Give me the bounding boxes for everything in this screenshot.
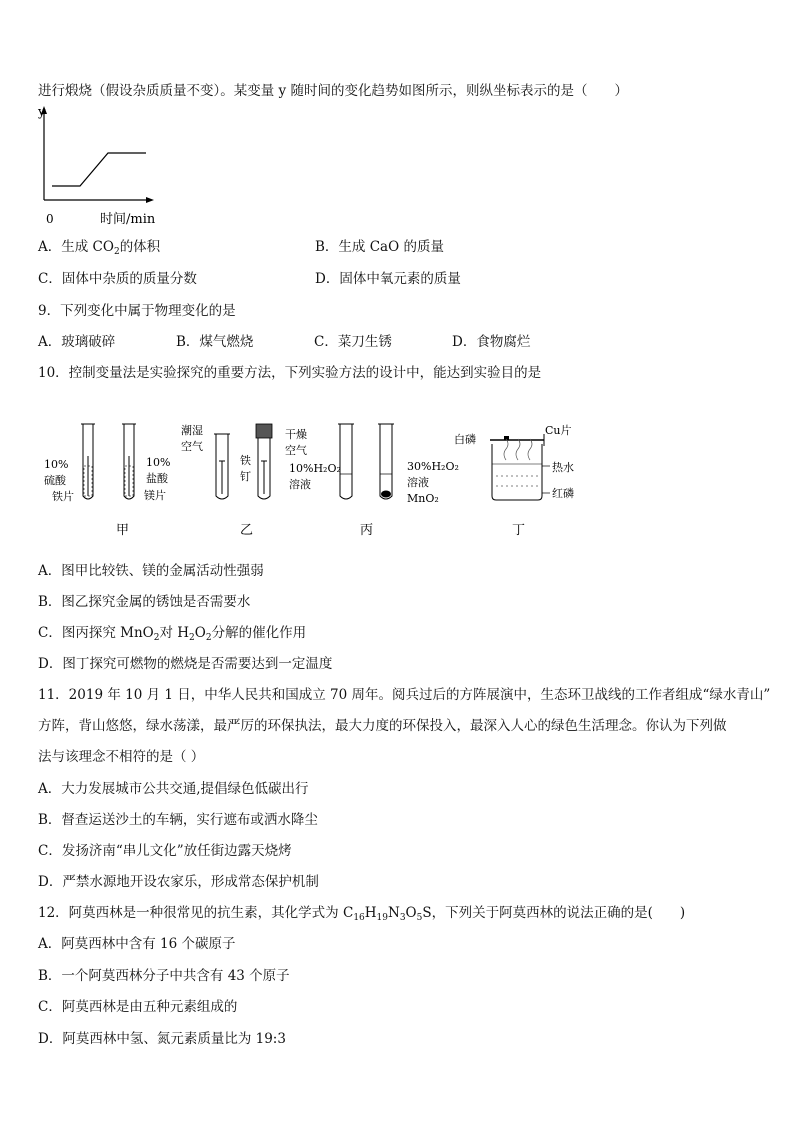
q10-option-a[interactable]: A．图甲比较铁、镁的金属活动性强弱 <box>38 563 264 579</box>
svg-text:30%H₂O₂: 30%H₂O₂ <box>407 460 459 473</box>
figure-ding <box>454 423 574 538</box>
q8-option-b[interactable]: B．生成 CaO 的质量 <box>315 239 444 255</box>
svg-text:潮湿: 潮湿 <box>181 424 203 437</box>
q11-stem-line3: 法与该理念不相符的是（ ） <box>38 749 205 765</box>
svg-text:盐酸: 盐酸 <box>146 472 168 485</box>
svg-text:铁: 铁 <box>240 454 251 467</box>
q12-option-d[interactable]: D．阿莫西林中氢、氮元素质量比为 19:3 <box>38 1031 286 1047</box>
q9-option-a[interactable]: A．玻璃破碎 <box>38 334 116 350</box>
q8-graph <box>30 104 160 230</box>
q11-option-a[interactable]: A．大力发展城市公共交通,提倡绿色低碳出行 <box>38 781 309 797</box>
svg-text:MnO₂: MnO₂ <box>407 492 439 505</box>
q11-stem-line1: 11．2019 年 10 月 1 日，中华人民共和国成立 70 周年。阅兵过后的方阵展演中，生态环卫战线的工作者组成“绿水青山” <box>38 687 771 703</box>
svg-text:溶液: 溶液 <box>289 478 311 491</box>
q8-stem: 进行煅烧（假设杂质质量不变）。某变量 y 随时间的变化趋势如图所示，则纵坐标表示的是（ ） <box>38 83 628 99</box>
caption-bing: 丙 <box>360 523 374 538</box>
svg-text:空气: 空气 <box>285 444 307 457</box>
svg-text:硫酸: 硫酸 <box>44 474 66 487</box>
svg-text:镁片: 镁片 <box>144 489 166 502</box>
q12-option-b[interactable]: B．一个阿莫西林分子中共含有 43 个原子 <box>38 968 290 984</box>
q11-option-d[interactable]: D．严禁水源地开设农家乐，形成常态保护机制 <box>38 874 319 890</box>
q12-stem: 12．阿莫西林是一种很常见的抗生素，其化学式为 $C_{16}H_{19}N_3O_5S$，下列关于阿莫西林的说法正确的是( ) <box>38 905 686 923</box>
q10-option-c[interactable]: C．图丙探究 MnO$_2$对 $H_2O_2$分解的催化作用 <box>38 625 307 643</box>
q8-option-c[interactable]: C．固体中杂质的质量分数 <box>38 271 197 287</box>
svg-text:Cu片: Cu片 <box>545 424 572 437</box>
svg-text:干燥: 干燥 <box>285 428 307 441</box>
svg-text:10%: 10% <box>44 458 69 471</box>
y-label: y <box>38 105 46 120</box>
caption-yi: 乙 <box>240 523 254 538</box>
q9-option-d[interactable]: D．食物腐烂 <box>452 334 531 350</box>
svg-text:热水: 热水 <box>552 461 574 474</box>
svg-text:空气: 空气 <box>181 440 203 453</box>
q9-stem: 9．下列变化中属于物理变化的是 <box>38 303 236 319</box>
q10-option-b[interactable]: B．图乙探究金属的锈蚀是否需要水 <box>38 594 251 610</box>
trend-line <box>52 153 146 186</box>
origin-label: 0 <box>46 212 54 226</box>
x-label: 时间/min <box>100 212 156 227</box>
svg-text:红磷: 红磷 <box>552 487 574 500</box>
q8-option-d[interactable]: D．固体中氧元素的质量 <box>315 271 461 287</box>
q12-option-c[interactable]: C．阿莫西林是由五种元素组成的 <box>38 999 238 1015</box>
q11-option-b[interactable]: B．督查运送沙土的车辆，实行遮布或洒水降尘 <box>38 812 318 828</box>
svg-text:白磷: 白磷 <box>454 433 476 446</box>
q8-option-a[interactable]: A．生成 $CO_2$的体积 <box>38 239 161 257</box>
q10-option-d[interactable]: D．图丁探究可燃物的燃烧是否需要达到一定温度 <box>38 656 333 672</box>
q11-option-c[interactable]: C．发扬济南“串儿文化”放任街边露天烧烤 <box>38 843 292 859</box>
svg-text:铁片: 铁片 <box>52 490 74 503</box>
x-axis-arrow <box>146 197 154 203</box>
svg-text:溶液: 溶液 <box>407 476 429 489</box>
caption-jia: 甲 <box>116 523 130 538</box>
svg-text:钉: 钉 <box>240 470 251 483</box>
q10-figure <box>40 416 600 546</box>
q12-option-a[interactable]: A．阿莫西林中含有 16 个碳原子 <box>38 936 236 952</box>
svg-text:10%: 10% <box>146 456 171 469</box>
figure-jia <box>44 424 170 538</box>
q10-stem: 10．控制变量法是实验探究的重要方法，下列实验方法的设计中，能达到实验目的是 <box>38 365 542 381</box>
svg-text:10%H₂O₂: 10%H₂O₂ <box>289 462 341 475</box>
caption-ding: 丁 <box>512 523 526 538</box>
q9-option-b[interactable]: B．煤气燃烧 <box>176 334 254 350</box>
q9-option-c[interactable]: C．菜刀生锈 <box>314 334 392 350</box>
figure-bing <box>289 424 459 538</box>
q11-stem-line2: 方阵，背山悠悠，绿水荡漾，最严厉的环保执法，最大力度的环保投入，最深入人心的绿色生活理念。你认为下列做 <box>38 718 727 734</box>
